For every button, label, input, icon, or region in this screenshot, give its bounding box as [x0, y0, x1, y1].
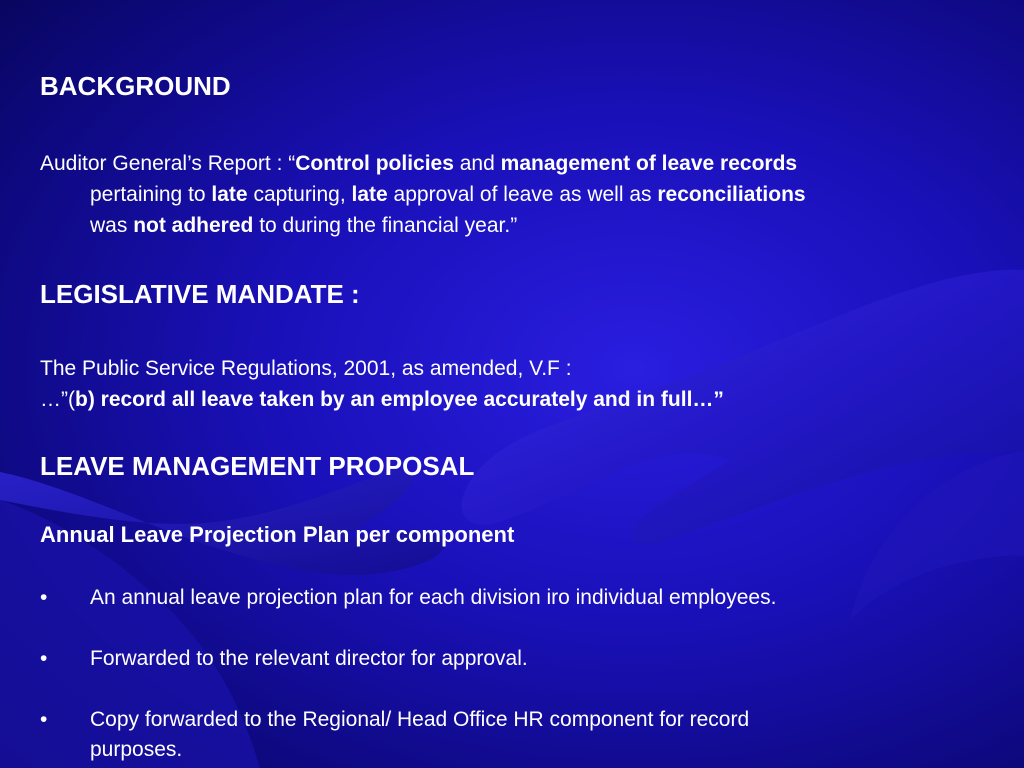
- report-bold-control-policies: Control policies: [295, 152, 454, 175]
- mandate-line-2: [40, 388, 724, 412]
- proposal-heading: LEAVE MANAGEMENT PROPOSAL: [40, 451, 475, 481]
- report-bold-management: management of leave records: [500, 152, 798, 175]
- mandate-bold-quote: b) record all leave taken by an employee accurately and in full…”: [75, 388, 724, 411]
- list-item: Forwarded to the relevant director for approval.: [90, 647, 528, 670]
- mandate-quote-open: …”(: [40, 388, 75, 411]
- mandate-line-1: The Public Service Regulations, 2001, as amended, V.F :: [40, 357, 572, 380]
- list-item: Copy forwarded to the Regional/ Head Office HR component for record: [90, 708, 750, 731]
- report-line-2: [90, 183, 806, 207]
- report-text: was: [90, 214, 134, 237]
- report-line-3: [90, 214, 517, 238]
- bullet-icon: •: [40, 708, 48, 731]
- bullet-icon: •: [40, 586, 48, 609]
- report-bold-reconciliations: reconciliations: [657, 183, 806, 206]
- report-text: pertaining to: [90, 183, 212, 206]
- list-item: An annual leave projection plan for each division iro individual employees.: [90, 586, 777, 609]
- report-text: capturing,: [247, 183, 352, 206]
- background-heading: BACKGROUND: [40, 71, 231, 101]
- report-text: to during the financial year.”: [253, 214, 518, 237]
- report-line-1: [40, 152, 797, 176]
- report-bold-not-adhered: not adhered: [133, 214, 254, 237]
- report-bold-late: late: [211, 183, 248, 206]
- report-text: Auditor General’s Report : “: [40, 152, 296, 175]
- list-item-continuation: purposes.: [90, 738, 183, 761]
- report-text: and: [453, 152, 501, 175]
- proposal-subheading: Annual Leave Projection Plan per component: [40, 522, 515, 547]
- report-bold-late: late: [351, 183, 388, 206]
- mandate-heading: LEGISLATIVE MANDATE :: [40, 279, 360, 309]
- bullet-icon: •: [40, 647, 48, 670]
- report-text: approval of leave as well as: [387, 183, 658, 206]
